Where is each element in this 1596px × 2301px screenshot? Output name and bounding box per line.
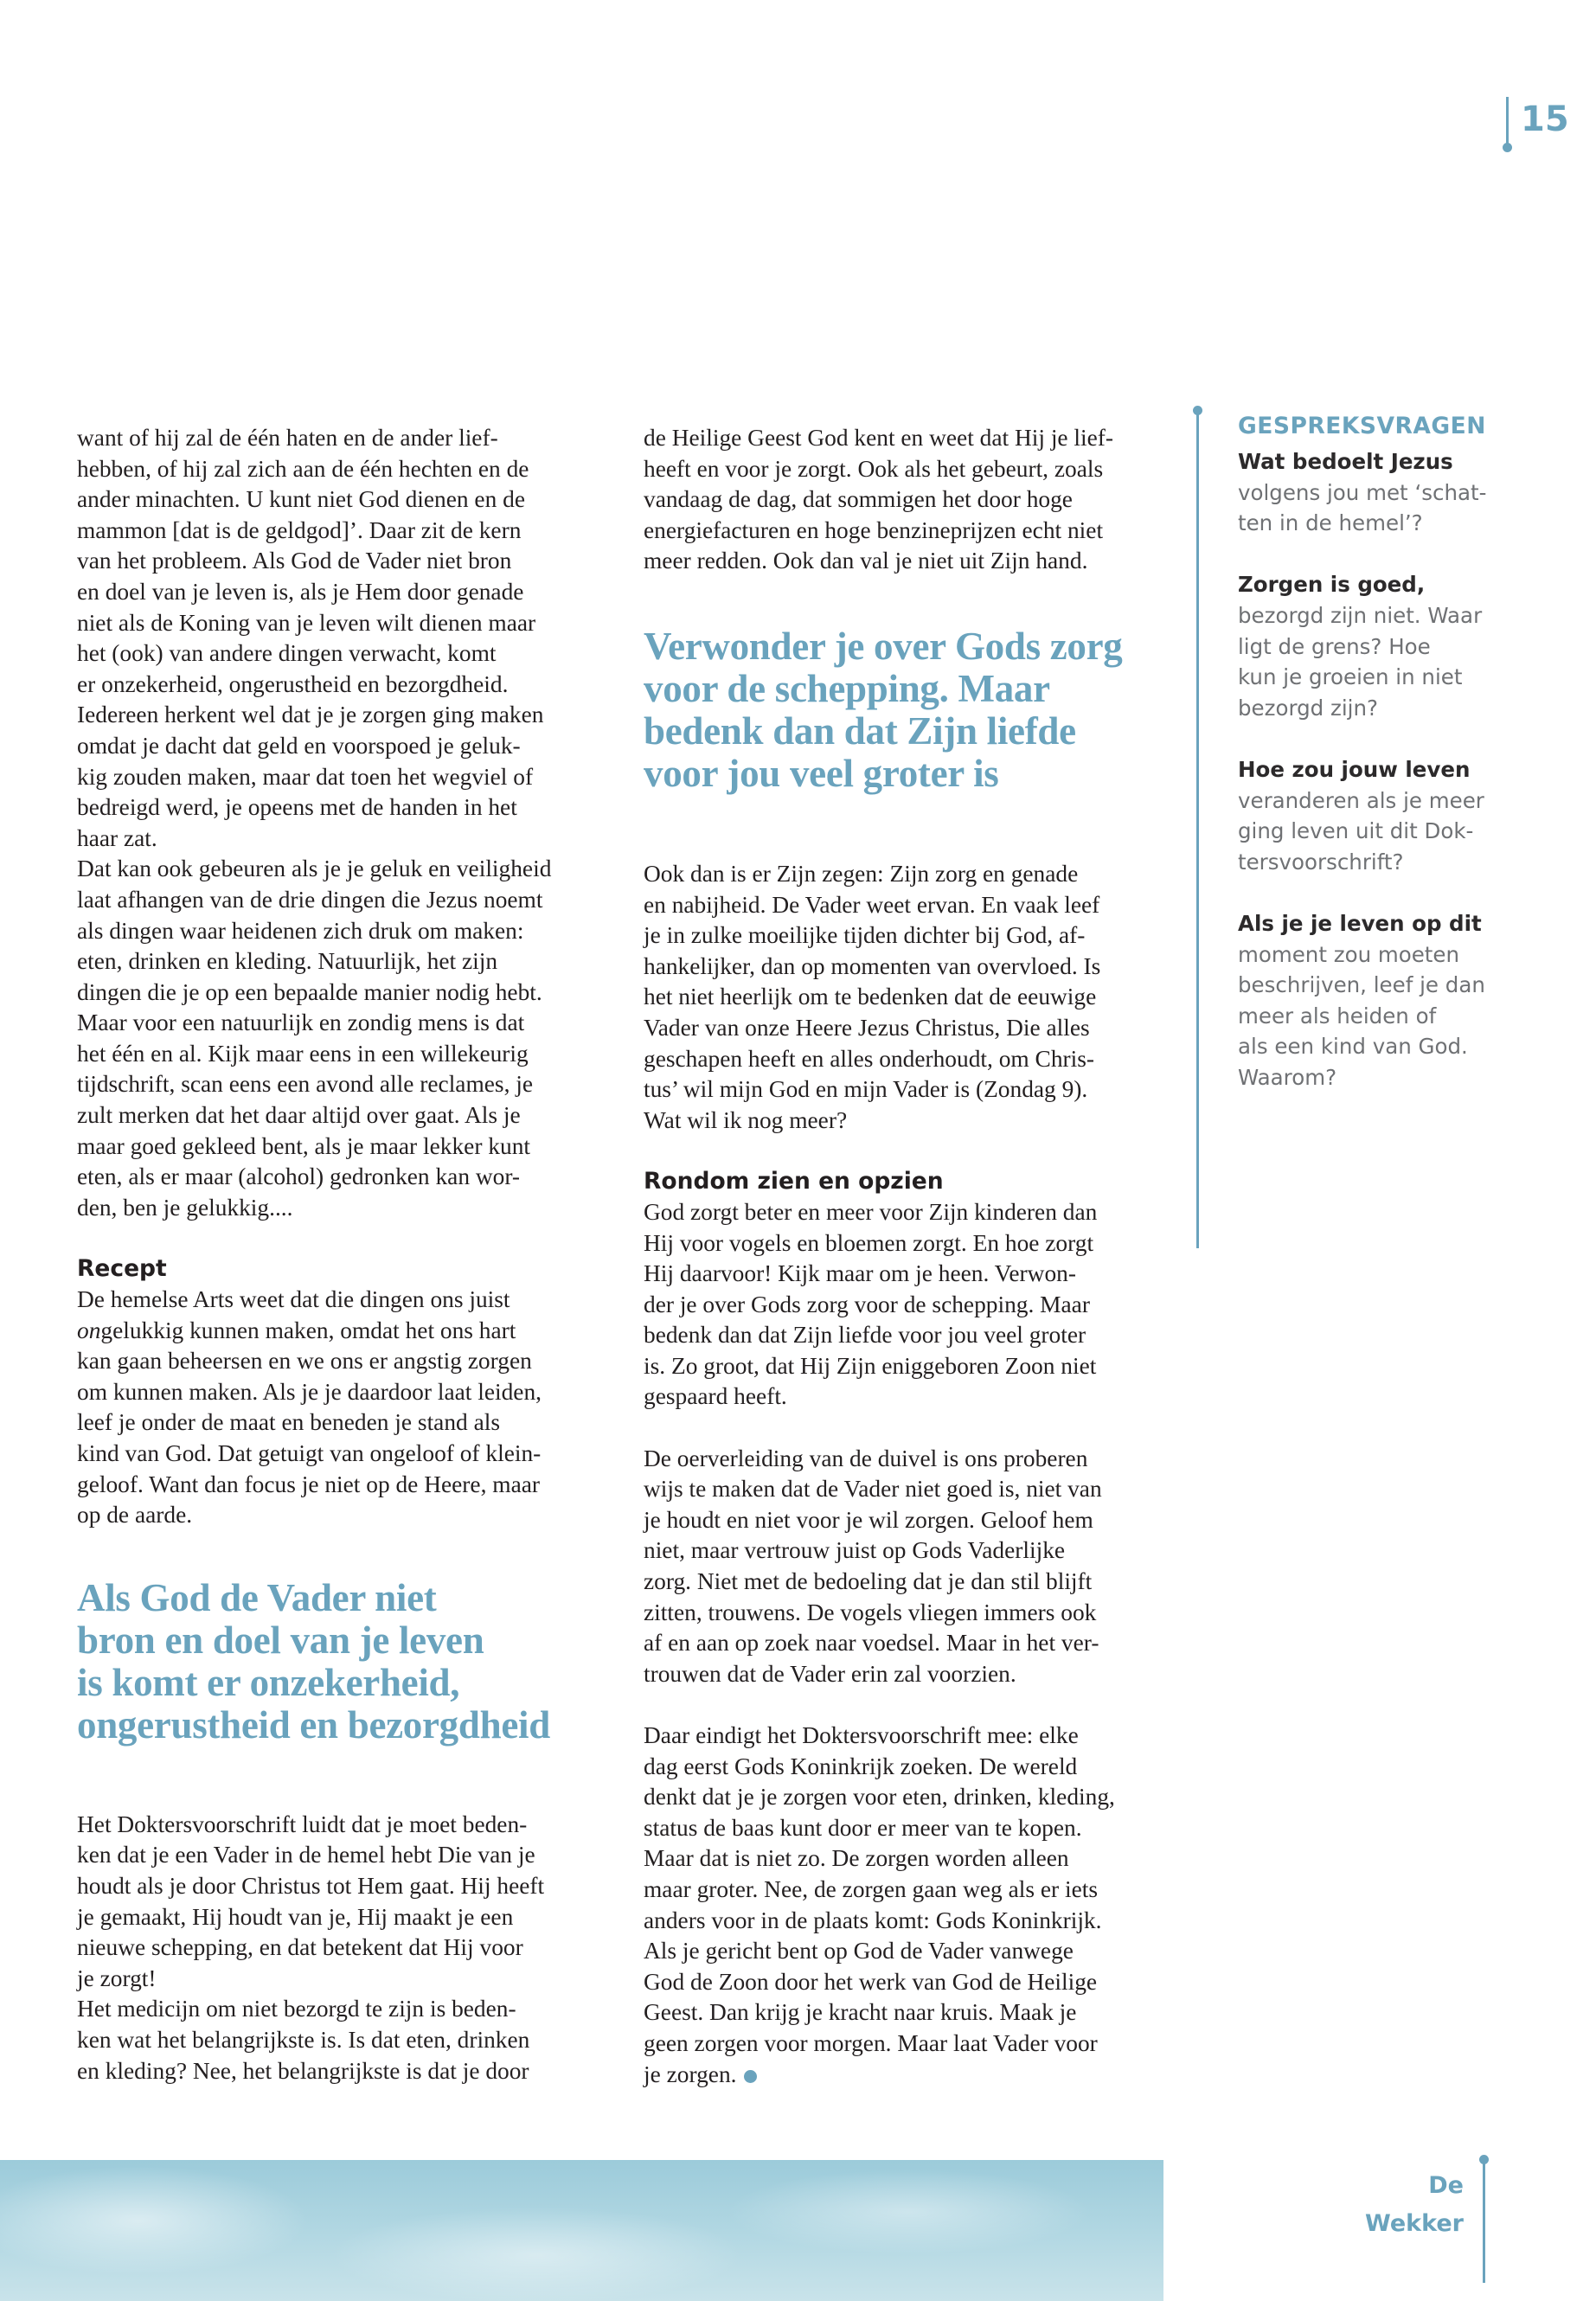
question-text: bezorgd zijn niet. Waar ligt de grens? Hoe kun je groeien in niet bezorgd zijn?	[1238, 602, 1483, 721]
paragraph	[77, 1285, 612, 1531]
paragraph: want of hij zal de één haten en de ander lief- hebben, of hij zal zich aan de één hechten en de ander minachten. U kunt niet God dienen en de mammon [dat is de geldgod]’. Daar zit de kern van het probleem. Als God de Vader niet bron en doel van je leven is, als je Hem door genade niet als de Koning van je leven wilt dienen maar het (ook) van andere dingen verwacht, komt er onzekerheid, ongerustheid en bezorgdheid. Iedereen herkent wel dat je je zorgen ging maken omdat je dacht dat geld en voorspoed je geluk- kig zouden maken, maar dat toen het wegviel of bedreigd werd, je opeens met de handen in het haar zat.	[77, 425, 544, 851]
question-item	[1238, 908, 1549, 1093]
paragraph-text: Daar eindigt het Doktersvoorschrift mee: elke dag eerst Gods Koninkrijk zoeken. De wereld denkt dat je je zorgen voor eten, drinken, kleding, status de baas kunt door er meer van te kopen. Maar dat is niet zo. De zorgen worden alleen maar groter. Nee, de zorgen gaan weg als er iets anders voor in de plaats komt: Gods Koninkrijk. Als je gericht bent op God de Vader vanwege God de Zoon door het werk van God de Heilige Geest. Dan krijg je kracht naar kruis. Maak je geen zorgen voor morgen. Maar laat Vader voor je zorgen.	[644, 1722, 1115, 2087]
question-item	[1238, 446, 1549, 539]
sidebar-title: GESPREKSVRAGEN	[1238, 413, 1486, 439]
pull-quote: Als God de Vader niet bron en doel van je leven is komt er onzekerheid, ongerustheid en bezorgdheid	[77, 1575, 550, 1747]
question-lead: Hoe zou jouw leven	[1238, 756, 1471, 782]
end-mark-icon	[744, 2070, 757, 2083]
pull-quote: Verwonder je over Gods zorg voor de schepping. Maar bedenk dan dat Zijn liefde voor jou veel groter is	[644, 624, 1123, 795]
article-column-middle	[644, 423, 1178, 2090]
paragraph: God zorgt beter en meer voor Zijn kinderen dan Hij voor vogels en bloemen zorgt. En hoe zorgt Hij daarvoor! Kijk maar om je heen. Verwon- der je over Gods zorg voor de schepping. Maar bedenk dan dat Zijn liefde voor jou veel groter is. Zo groot, dat Hij Zijn eniggeboren Zoon niet gespaard heeft.	[644, 1198, 1098, 1410]
paragraph: De oerverleiding van de duivel is ons proberen wijs te maken dat de Vader niet goed is, niet van je houdt en niet voor je wil zorgen. Geloof hem niet, maar vertrouw juist op Gods Vaderlijke zorg. Niet met de bedoeling dat je dan stil blijft zitten, trouwens. De vogels vliegen immers ook af en aan op zoek naar voedsel. Maar in het ver- trouwen dat de Vader erin zal voorzien.	[644, 1445, 1102, 1687]
question-item	[1238, 569, 1549, 723]
section-heading-recept: Recept	[77, 1255, 167, 1283]
section-heading-rondom: Rondom zien en opzien	[644, 1168, 944, 1195]
footer-sky-image	[0, 2160, 1163, 2301]
paragraph: Het medicijn om niet bezorgd te zijn is beden- ken wat het belangrijkste is. Is dat eten, drinken en kleding? Nee, het belangrijkste is dat je door	[77, 1996, 530, 2084]
paragraph: de Heilige Geest God kent en weet dat Hij je lief- heeft en voor je zorgt. Ook als het gebeurt, zoals vandaag de dag, dat sommigen het door hoge energiefacturen en hoge benzineprijzen echt niet meer redden. Ook dan val je niet uit Zijn hand.	[644, 425, 1114, 574]
question-lead: Wat bedoelt Jezus	[1238, 449, 1453, 474]
paragraph-text: gelukkig kunnen maken, omdat het ons hart kan gaan beheersen en we ons er angstig zorgen om kunnen maken. Als je je daardoor laat leiden, leef je onder de maat en beneden je stand als kind van God. Dat getuigt van ongeloof of klein- geloof. Want dan focus je niet op de Heere, maar op de aarde.	[77, 1317, 542, 1529]
footer-brand: De Wekker	[1365, 2172, 1464, 2237]
question-text: moment zou moeten beschrijven, leef je dan meer als heiden of als een kind van God. Waarom?	[1238, 941, 1485, 1090]
discussion-questions-sidebar	[1196, 411, 1549, 1248]
question-item	[1238, 754, 1549, 877]
page-number: 15	[1506, 97, 1569, 145]
paragraph	[644, 1721, 1178, 2090]
footer-divider	[1483, 2160, 1485, 2283]
question-lead: Als je je leven op dit	[1238, 910, 1482, 936]
question-text: veranderen als je meer ging leven uit dit Dok- tersvoorschrift?	[1238, 787, 1484, 875]
emphasis: on	[77, 1317, 101, 1343]
question-lead: Zorgen is goed,	[1238, 572, 1426, 598]
paragraph: Dat kan ook gebeuren als je je geluk en veiligheid laat afhangen van de drie dingen die Jezus noemt als dingen waar heidenen zich druk om maken: eten, drinken en kleding. Natuurlijk, het zijn dingen die je op een bepaalde manier nodig hebt. Maar voor een natuurlijk en zondig mens is dat het één en al. Kijk maar eens in een willekeurig tijdschrift, scan eens een avond alle reclames, je zult merken dat het daar altijd over gaat. Als je maar goed gekleed bent, als je maar lekker kunt eten, als er maar (alcohol) gedronken kan wor- den, ben je gelukkig....	[77, 856, 552, 1221]
paragraph-text: De hemelse Arts weet dat die dingen ons juist	[77, 1286, 510, 1313]
paragraph: Ook dan is er Zijn zegen: Zijn zorg en genade en nabijheid. De Vader weet ervan. En vaak leef je in zulke moeilijke tijden dichter bij God, af- hankelijker, dan op momenten van overvloed. Is het niet heerlijk om te bedenken dat de eeuwige Vader van onze Heere Jezus Christus, Die alles geschapen heeft en alles onderhoudt, om Chris- tus’ wil mijn God en mijn Vader is (Zondag 9). Wat wil ik nog meer?	[644, 860, 1101, 1133]
paragraph: Het Doktersvoorschrift luidt dat je moet beden- ken dat je een Vader in de hemel hebt Die van je houdt als je door Christus tot Hem gaat. Hij heeft je gemaakt, Hij houdt van je, Hij maakt je een nieuwe schepping, en dat betekent dat Hij voor je zorgt!	[77, 1811, 545, 1991]
article-column-left	[77, 423, 612, 2086]
question-text: volgens jou met ‘schat- ten in de hemel’?	[1238, 479, 1487, 536]
